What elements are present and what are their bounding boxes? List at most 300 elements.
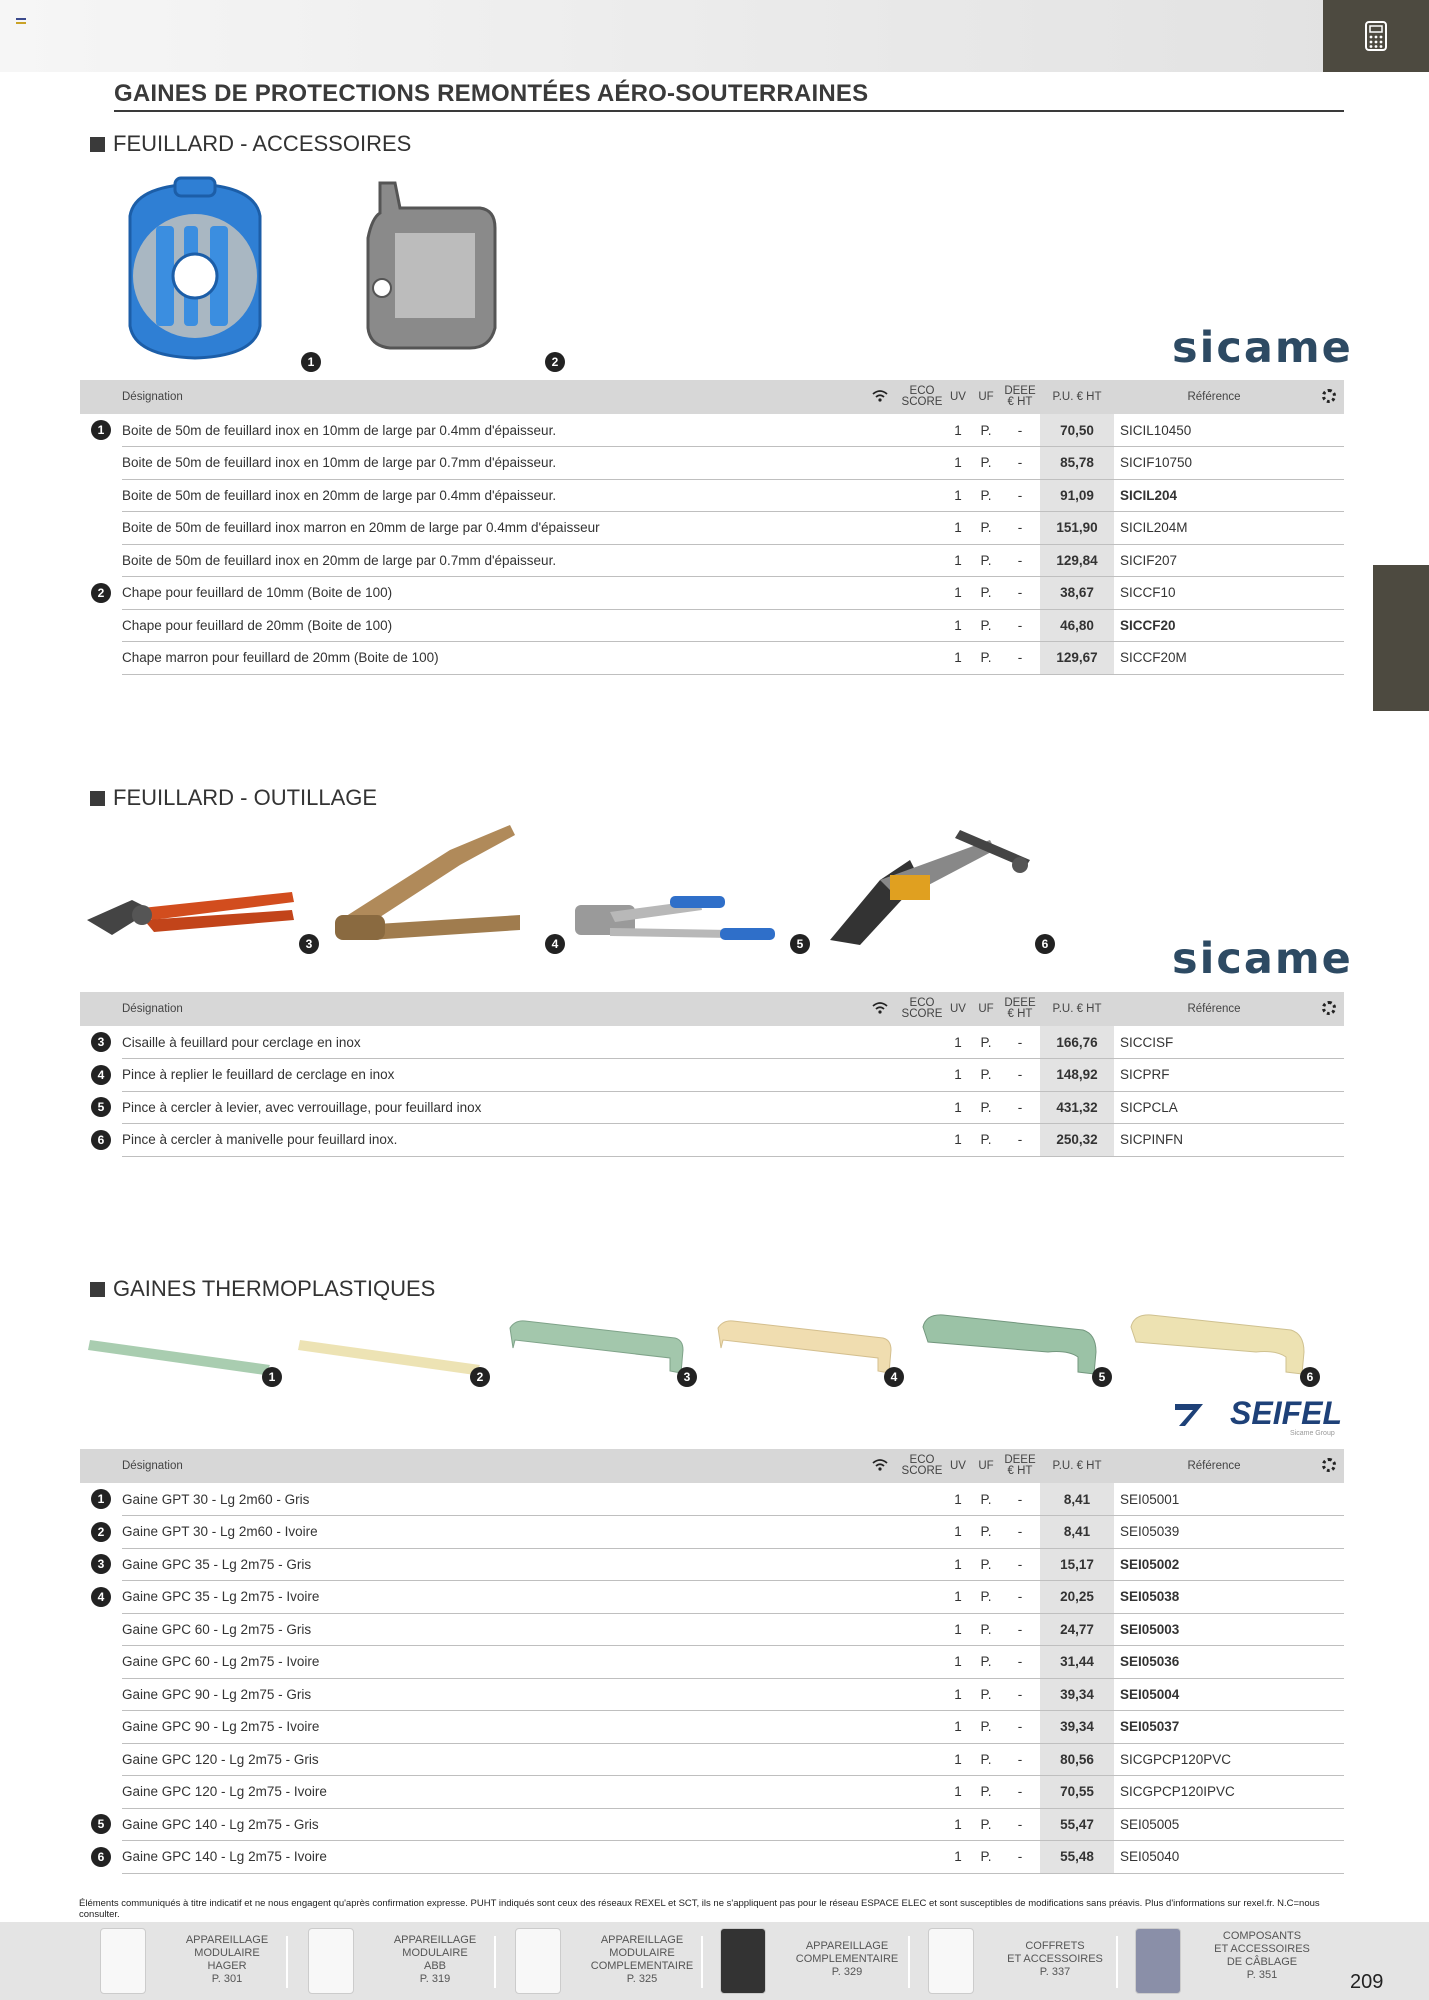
designation-cell: Gaine GPC 140 - Lg 2m75 - Gris bbox=[122, 1808, 860, 1841]
wifi-cell bbox=[860, 1091, 900, 1124]
eco-score-cell bbox=[900, 544, 944, 577]
uf-cell: P. bbox=[972, 1548, 1000, 1581]
table-row[interactable] bbox=[80, 1581, 1344, 1614]
reference-cell: SEI05005 bbox=[1114, 1808, 1314, 1841]
price-cell: 39,34 bbox=[1040, 1678, 1114, 1711]
wifi-cell bbox=[860, 1613, 900, 1646]
price-cell: 15,17 bbox=[1040, 1548, 1114, 1581]
uf-cell: P. bbox=[972, 414, 1000, 447]
spacer-cell bbox=[1314, 609, 1344, 642]
uv-cell: 1 bbox=[944, 642, 972, 675]
section-title-outillage bbox=[90, 785, 377, 811]
product-table-accessoires bbox=[80, 380, 1344, 675]
uv-cell: 1 bbox=[944, 1059, 972, 1092]
spacer-cell bbox=[1314, 1613, 1344, 1646]
uv-cell: 1 bbox=[944, 544, 972, 577]
image-number-badge: 4 bbox=[545, 934, 565, 954]
table-row[interactable] bbox=[80, 447, 1344, 480]
eco-score-cell bbox=[900, 1091, 944, 1124]
deee-cell: - bbox=[1000, 1841, 1040, 1874]
item-number-badge: 2 bbox=[91, 1522, 111, 1542]
eco-score-cell bbox=[900, 447, 944, 480]
image-number-badge: 2 bbox=[470, 1367, 490, 1387]
price-cell: 20,25 bbox=[1040, 1581, 1114, 1614]
price-cell: 431,32 bbox=[1040, 1091, 1114, 1124]
reference-cell: SICCF20 bbox=[1114, 609, 1314, 642]
reference-cell: SICIL204M bbox=[1114, 512, 1314, 545]
item-number-cell bbox=[80, 1678, 122, 1711]
section-title-text: GAINES THERMOPLASTIQUES bbox=[113, 1276, 436, 1301]
product-table-outillage bbox=[80, 992, 1344, 1157]
uf-cell: P. bbox=[972, 1711, 1000, 1744]
wifi-cell bbox=[860, 1808, 900, 1841]
table-row[interactable] bbox=[80, 1646, 1344, 1679]
uf-cell: P. bbox=[972, 1516, 1000, 1549]
uv-cell: 1 bbox=[944, 609, 972, 642]
reference-cell: SICGPCP120PVC bbox=[1114, 1743, 1314, 1776]
deee-cell: - bbox=[1000, 447, 1040, 480]
header-reference: Référence bbox=[1114, 992, 1314, 1026]
item-number-cell bbox=[80, 1548, 122, 1581]
reference-cell: SICIF10750 bbox=[1114, 447, 1314, 480]
price-cell: 166,76 bbox=[1040, 1026, 1114, 1059]
designation-cell: Chape pour feuillard de 20mm (Boite de 100) bbox=[122, 609, 860, 642]
item-number-cell bbox=[80, 1059, 122, 1092]
item-number-badge: 1 bbox=[91, 420, 111, 440]
wifi-cell bbox=[860, 1743, 900, 1776]
price-cell: 80,56 bbox=[1040, 1743, 1114, 1776]
wifi-cell bbox=[860, 1026, 900, 1059]
deee-cell: - bbox=[1000, 512, 1040, 545]
uv-cell: 1 bbox=[944, 414, 972, 447]
nav-label: APPAREILLAGE MODULAIRE COMPLEMENTAIRE P. 325 bbox=[590, 1934, 694, 1985]
spacer-cell bbox=[1314, 1581, 1344, 1614]
price-cell: 8,41 bbox=[1040, 1483, 1114, 1516]
deee-cell: - bbox=[1000, 1646, 1040, 1679]
item-number-cell bbox=[80, 1516, 122, 1549]
uf-cell: P. bbox=[972, 1026, 1000, 1059]
header-settings[interactable] bbox=[1314, 1449, 1344, 1483]
spacer-cell bbox=[1314, 512, 1344, 545]
header-uf: UF bbox=[972, 1449, 1000, 1483]
wifi-cell bbox=[860, 1646, 900, 1679]
deee-cell: - bbox=[1000, 609, 1040, 642]
deee-cell: - bbox=[1000, 1091, 1040, 1124]
spacer-cell bbox=[1314, 1646, 1344, 1679]
deee-cell: - bbox=[1000, 577, 1040, 610]
image-number-badge: 6 bbox=[1300, 1367, 1320, 1387]
uv-cell: 1 bbox=[944, 1548, 972, 1581]
eco-score-cell bbox=[900, 1059, 944, 1092]
item-number-cell bbox=[80, 1613, 122, 1646]
sheath-gpc140-ivory-image bbox=[1126, 1312, 1306, 1378]
header-uv: UV bbox=[944, 380, 972, 414]
product-images-outillage bbox=[80, 820, 1344, 960]
eco-score-cell bbox=[900, 1743, 944, 1776]
uv-cell: 1 bbox=[944, 512, 972, 545]
strapping-reel-image bbox=[120, 176, 270, 366]
spacer-cell bbox=[1314, 1776, 1344, 1809]
price-cell: 129,67 bbox=[1040, 642, 1114, 675]
item-number-cell bbox=[80, 1483, 122, 1516]
eco-score-cell bbox=[900, 1581, 944, 1614]
item-number-cell bbox=[80, 1091, 122, 1124]
reference-cell: SEI05004 bbox=[1114, 1678, 1314, 1711]
price-cell: 8,41 bbox=[1040, 1516, 1114, 1549]
reference-cell: SEI05001 bbox=[1114, 1483, 1314, 1516]
table-row[interactable] bbox=[80, 1516, 1344, 1549]
nav-item-coffrets[interactable] bbox=[928, 1922, 1128, 2000]
nav-item-composants[interactable] bbox=[1135, 1922, 1335, 2000]
item-number-cell bbox=[80, 1711, 122, 1744]
wifi-icon bbox=[872, 390, 888, 402]
table-row[interactable] bbox=[80, 1059, 1344, 1092]
nav-separator bbox=[908, 1936, 910, 1988]
calculator-tab[interactable] bbox=[1323, 0, 1429, 72]
table-row[interactable] bbox=[80, 1548, 1344, 1581]
uv-cell: 1 bbox=[944, 1091, 972, 1124]
calculator-icon bbox=[1365, 21, 1387, 51]
spacer-cell bbox=[1314, 1678, 1344, 1711]
wifi-cell bbox=[860, 1678, 900, 1711]
uf-cell: P. bbox=[972, 1483, 1000, 1516]
designation-cell: Boite de 50m de feuillard inox en 20mm de large par 0.7mm d'épaisseur. bbox=[122, 544, 860, 577]
uf-cell: P. bbox=[972, 1808, 1000, 1841]
item-number-badge: 6 bbox=[91, 1847, 111, 1867]
header-wifi bbox=[860, 380, 900, 414]
uf-cell: P. bbox=[972, 1841, 1000, 1874]
wifi-cell bbox=[860, 642, 900, 675]
uv-cell: 1 bbox=[944, 1743, 972, 1776]
price-cell: 46,80 bbox=[1040, 609, 1114, 642]
header-reference: Référence bbox=[1114, 380, 1314, 414]
disclaimer-footnote: Éléments communiqués à titre indicatif et ne nous engagent qu'après confirmation expresse. PUHT indiqués sont ceux des réseaux REXEL et SCT, ils ne s'appliquent pas pour le réseau ESPACE ELEC et sont susceptibles de modifications sans préavis. Plus d'informations sur rexel.fr. N.C=nous consulter. bbox=[79, 1898, 1320, 1920]
strap-folding-pliers-image bbox=[330, 820, 530, 950]
deee-cell: - bbox=[1000, 479, 1040, 512]
reference-cell: SEI05003 bbox=[1114, 1613, 1314, 1646]
header-deee: DEEE € HT bbox=[1000, 380, 1040, 414]
item-number-badge: 2 bbox=[91, 583, 111, 603]
price-cell: 31,44 bbox=[1040, 1646, 1114, 1679]
wifi-cell bbox=[860, 1548, 900, 1581]
uf-cell: P. bbox=[972, 1678, 1000, 1711]
designation-cell: Gaine GPT 30 - Lg 2m60 - Ivoire bbox=[122, 1516, 860, 1549]
reference-cell: SICIF207 bbox=[1114, 544, 1314, 577]
page-number: 209 bbox=[1350, 1971, 1384, 1993]
uf-cell: P. bbox=[972, 1124, 1000, 1157]
item-number-cell bbox=[80, 609, 122, 642]
reference-cell: SICIL10450 bbox=[1114, 414, 1314, 447]
spacer-cell bbox=[1314, 577, 1344, 610]
table-row[interactable] bbox=[80, 1776, 1344, 1809]
item-number-badge: 1 bbox=[91, 1489, 111, 1509]
designation-cell: Boite de 50m de feuillard inox en 10mm de large par 0.7mm d'épaisseur. bbox=[122, 447, 860, 480]
header-eco-score: ECO SCORE bbox=[900, 1449, 944, 1483]
reference-cell: SEI05039 bbox=[1114, 1516, 1314, 1549]
sheath-gpt30-grey-image bbox=[85, 1330, 275, 1380]
item-number-cell bbox=[80, 414, 122, 447]
header-designation: Désignation bbox=[80, 1449, 860, 1483]
reference-cell: SEI05036 bbox=[1114, 1646, 1314, 1679]
deee-cell: - bbox=[1000, 1581, 1040, 1614]
bottom-navigation bbox=[0, 1922, 1429, 2000]
table-row[interactable] bbox=[80, 609, 1344, 642]
uf-cell: P. bbox=[972, 1091, 1000, 1124]
wifi-cell bbox=[860, 1516, 900, 1549]
item-number-badge: 4 bbox=[91, 1587, 111, 1607]
table-row[interactable] bbox=[80, 1808, 1344, 1841]
eco-score-cell bbox=[900, 479, 944, 512]
spacer-cell bbox=[1314, 1743, 1344, 1776]
reference-cell: SEI05040 bbox=[1114, 1841, 1314, 1874]
eco-score-cell bbox=[900, 642, 944, 675]
nav-label: APPAREILLAGE MODULAIRE HAGER P. 301 bbox=[185, 1934, 269, 1985]
wifi-cell bbox=[860, 447, 900, 480]
uf-cell: P. bbox=[972, 1743, 1000, 1776]
designation-cell: Boite de 50m de feuillard inox marron en 20mm de large par 0.4mm d'épaisseur bbox=[122, 512, 860, 545]
uv-cell: 1 bbox=[944, 1808, 972, 1841]
lever-tensioner-image bbox=[570, 890, 780, 950]
nav-separator bbox=[286, 1936, 288, 1988]
eco-score-cell bbox=[900, 1711, 944, 1744]
eco-score-cell bbox=[900, 1124, 944, 1157]
item-number-cell bbox=[80, 1808, 122, 1841]
item-number-cell bbox=[80, 642, 122, 675]
image-number-badge: 5 bbox=[790, 934, 810, 954]
table-row[interactable] bbox=[80, 1124, 1344, 1157]
uf-cell: P. bbox=[972, 1776, 1000, 1809]
nav-item-abb[interactable] bbox=[308, 1922, 508, 2000]
item-number-cell bbox=[80, 512, 122, 545]
price-cell: 24,77 bbox=[1040, 1613, 1114, 1646]
table-row[interactable] bbox=[80, 512, 1344, 545]
uv-cell: 1 bbox=[944, 1124, 972, 1157]
section-title-text: FEUILLARD - ACCESSOIRES bbox=[113, 131, 412, 156]
modular-breaker-thumb bbox=[100, 1928, 146, 1994]
wifi-cell bbox=[860, 1059, 900, 1092]
designation-cell: Gaine GPC 90 - Lg 2m75 - Gris bbox=[122, 1678, 860, 1711]
eco-score-cell bbox=[900, 1776, 944, 1809]
header-uv: UV bbox=[944, 1449, 972, 1483]
nav-item-hager[interactable] bbox=[100, 1922, 300, 2000]
spacer-cell bbox=[1314, 1059, 1344, 1092]
header-settings[interactable] bbox=[1314, 992, 1344, 1026]
deee-cell: - bbox=[1000, 414, 1040, 447]
designation-cell: Gaine GPC 60 - Lg 2m75 - Gris bbox=[122, 1613, 860, 1646]
section-title-text: FEUILLARD - OUTILLAGE bbox=[113, 785, 378, 810]
table-row[interactable] bbox=[80, 1026, 1344, 1059]
header-reference: Référence bbox=[1114, 1449, 1314, 1483]
sicame-logo: sicame bbox=[1172, 934, 1353, 984]
reference-cell: SICPINFN bbox=[1114, 1124, 1314, 1157]
deee-cell: - bbox=[1000, 1678, 1040, 1711]
strap-buckle-image bbox=[350, 178, 510, 358]
nav-label: APPAREILLAGE COMPLEMENTAIRE P. 329 bbox=[795, 1940, 899, 1978]
image-number-badge: 4 bbox=[884, 1367, 904, 1387]
section-square-icon bbox=[90, 137, 105, 152]
uf-cell: P. bbox=[972, 642, 1000, 675]
item-number-badge: 4 bbox=[91, 1065, 111, 1085]
image-number-badge: 2 bbox=[545, 352, 565, 372]
designation-cell: Gaine GPC 60 - Lg 2m75 - Ivoire bbox=[122, 1646, 860, 1679]
item-number-badge: 3 bbox=[91, 1554, 111, 1574]
settings-icon[interactable] bbox=[1322, 1001, 1336, 1015]
price-cell: 129,84 bbox=[1040, 544, 1114, 577]
spacer-cell bbox=[1314, 642, 1344, 675]
reference-cell: SICGPCP120IPVC bbox=[1114, 1776, 1314, 1809]
spacer-cell bbox=[1314, 544, 1344, 577]
item-number-badge: 6 bbox=[91, 1130, 111, 1150]
settings-icon[interactable] bbox=[1322, 389, 1336, 403]
item-number-cell bbox=[80, 1124, 122, 1157]
seifel-logo-subtitle: Sicame Group bbox=[1290, 1430, 1335, 1437]
nav-separator bbox=[1116, 1936, 1118, 1988]
wifi-cell bbox=[860, 414, 900, 447]
terminal-block-thumb bbox=[1135, 1928, 1181, 1994]
eco-score-cell bbox=[900, 609, 944, 642]
product-images-accessoires bbox=[80, 172, 1344, 372]
header-price: P.U. € HT bbox=[1040, 992, 1114, 1026]
header-eco-score: ECO SCORE bbox=[900, 380, 944, 414]
item-number-badge: 3 bbox=[91, 1032, 111, 1052]
motor-starter-thumb bbox=[720, 1928, 766, 1994]
table-header-row bbox=[80, 380, 1344, 414]
wifi-cell bbox=[860, 577, 900, 610]
uv-cell: 1 bbox=[944, 1026, 972, 1059]
deee-cell: - bbox=[1000, 1483, 1040, 1516]
item-number-cell bbox=[80, 1581, 122, 1614]
top-bar bbox=[0, 0, 1429, 72]
eco-score-cell bbox=[900, 1516, 944, 1549]
uv-cell: 1 bbox=[944, 447, 972, 480]
nav-item-complementaire[interactable] bbox=[515, 1922, 715, 2000]
table-row[interactable] bbox=[80, 479, 1344, 512]
seifel-logo-mark bbox=[1173, 1398, 1213, 1428]
designation-cell: Pince à replier le feuillard de cerclage en inox bbox=[122, 1059, 860, 1092]
header-settings[interactable] bbox=[1314, 380, 1344, 414]
wifi-cell bbox=[860, 609, 900, 642]
item-number-cell bbox=[80, 479, 122, 512]
table-row[interactable] bbox=[80, 414, 1344, 447]
sheath-gpt30-ivory-image bbox=[295, 1330, 485, 1380]
table-row[interactable] bbox=[80, 1613, 1344, 1646]
deee-cell: - bbox=[1000, 1776, 1040, 1809]
eco-score-cell bbox=[900, 1808, 944, 1841]
product-table-gaines bbox=[80, 1449, 1344, 1874]
table-row[interactable] bbox=[80, 642, 1344, 675]
deee-cell: - bbox=[1000, 1516, 1040, 1549]
table-header-row bbox=[80, 992, 1344, 1026]
table-row[interactable] bbox=[80, 1091, 1344, 1124]
deee-cell: - bbox=[1000, 1124, 1040, 1157]
image-number-badge: 5 bbox=[1092, 1367, 1112, 1387]
spacer-cell bbox=[1314, 1841, 1344, 1874]
designation-cell: Pince à cercler à manivelle pour feuillard inox. bbox=[122, 1124, 860, 1157]
uv-cell: 1 bbox=[944, 1711, 972, 1744]
table-row[interactable] bbox=[80, 1711, 1344, 1744]
designation-cell: Gaine GPC 120 - Lg 2m75 - Ivoire bbox=[122, 1776, 860, 1809]
item-number-cell bbox=[80, 447, 122, 480]
eco-score-cell bbox=[900, 414, 944, 447]
deee-cell: - bbox=[1000, 1026, 1040, 1059]
price-cell: 70,55 bbox=[1040, 1776, 1114, 1809]
item-number-cell bbox=[80, 1646, 122, 1679]
product-images-gaines bbox=[80, 1310, 1344, 1390]
table-row[interactable] bbox=[80, 1743, 1344, 1776]
table-row[interactable] bbox=[80, 577, 1344, 610]
timer-thumb bbox=[515, 1928, 561, 1994]
header-uf: UF bbox=[972, 992, 1000, 1026]
wifi-icon bbox=[872, 1002, 888, 1014]
price-cell: 39,34 bbox=[1040, 1711, 1114, 1744]
table-row[interactable] bbox=[80, 1678, 1344, 1711]
image-number-badge: 1 bbox=[301, 352, 321, 372]
uv-cell: 1 bbox=[944, 577, 972, 610]
item-number-cell bbox=[80, 1776, 122, 1809]
item-number-cell bbox=[80, 1743, 122, 1776]
wifi-cell bbox=[860, 479, 900, 512]
deee-cell: - bbox=[1000, 1613, 1040, 1646]
price-cell: 70,50 bbox=[1040, 414, 1114, 447]
header-deee: DEEE € HT bbox=[1000, 992, 1040, 1026]
sheath-gpc35-ivory-image bbox=[713, 1318, 893, 1378]
chapter-side-tab[interactable] bbox=[1373, 565, 1429, 711]
uf-cell: P. bbox=[972, 1581, 1000, 1614]
price-cell: 151,90 bbox=[1040, 512, 1114, 545]
uv-cell: 1 bbox=[944, 479, 972, 512]
strap-shear-image bbox=[82, 880, 302, 950]
image-number-badge: 1 bbox=[262, 1367, 282, 1387]
table-row[interactable] bbox=[80, 544, 1344, 577]
designation-cell: Gaine GPC 120 - Lg 2m75 - Gris bbox=[122, 1743, 860, 1776]
section-square-icon bbox=[90, 1282, 105, 1297]
spacer-cell bbox=[1314, 447, 1344, 480]
designation-cell: Gaine GPC 90 - Lg 2m75 - Ivoire bbox=[122, 1711, 860, 1744]
spacer-cell bbox=[1314, 479, 1344, 512]
table-row[interactable] bbox=[80, 1483, 1344, 1516]
header-designation: Désignation bbox=[80, 992, 860, 1026]
settings-icon[interactable] bbox=[1322, 1458, 1336, 1472]
eco-score-cell bbox=[900, 1548, 944, 1581]
uv-cell: 1 bbox=[944, 1646, 972, 1679]
header-wifi bbox=[860, 992, 900, 1026]
designation-cell: Boite de 50m de feuillard inox en 20mm de large par 0.4mm d'épaisseur. bbox=[122, 479, 860, 512]
table-row[interactable] bbox=[80, 1841, 1344, 1874]
image-number-badge: 6 bbox=[1035, 934, 1055, 954]
reference-cell: SEI05037 bbox=[1114, 1711, 1314, 1744]
deee-cell: - bbox=[1000, 1059, 1040, 1092]
nav-item-appareillage-complementaire[interactable] bbox=[720, 1922, 920, 2000]
eco-score-cell bbox=[900, 512, 944, 545]
designation-cell: Gaine GPC 35 - Lg 2m75 - Ivoire bbox=[122, 1581, 860, 1614]
reference-cell: SICCF20M bbox=[1114, 642, 1314, 675]
uv-cell: 1 bbox=[944, 1516, 972, 1549]
designation-cell: Boite de 50m de feuillard inox en 10mm de large par 0.4mm d'épaisseur. bbox=[122, 414, 860, 447]
item-number-cell bbox=[80, 1841, 122, 1874]
seifel-logo: SEIFEL bbox=[1230, 1395, 1343, 1431]
enclosure-thumb bbox=[928, 1928, 974, 1994]
deee-cell: - bbox=[1000, 544, 1040, 577]
wifi-cell bbox=[860, 1841, 900, 1874]
sicame-logo: sicame bbox=[1172, 323, 1353, 373]
wifi-cell bbox=[860, 1776, 900, 1809]
reference-cell: SEI05038 bbox=[1114, 1581, 1314, 1614]
spacer-cell bbox=[1314, 414, 1344, 447]
reference-cell: SICCF10 bbox=[1114, 577, 1314, 610]
page-title: GAINES DE PROTECTIONS REMONTÉES AÉRO-SOUTERRAINES bbox=[114, 80, 1344, 112]
image-number-badge: 3 bbox=[299, 934, 319, 954]
section-title-accessoires bbox=[90, 131, 411, 157]
